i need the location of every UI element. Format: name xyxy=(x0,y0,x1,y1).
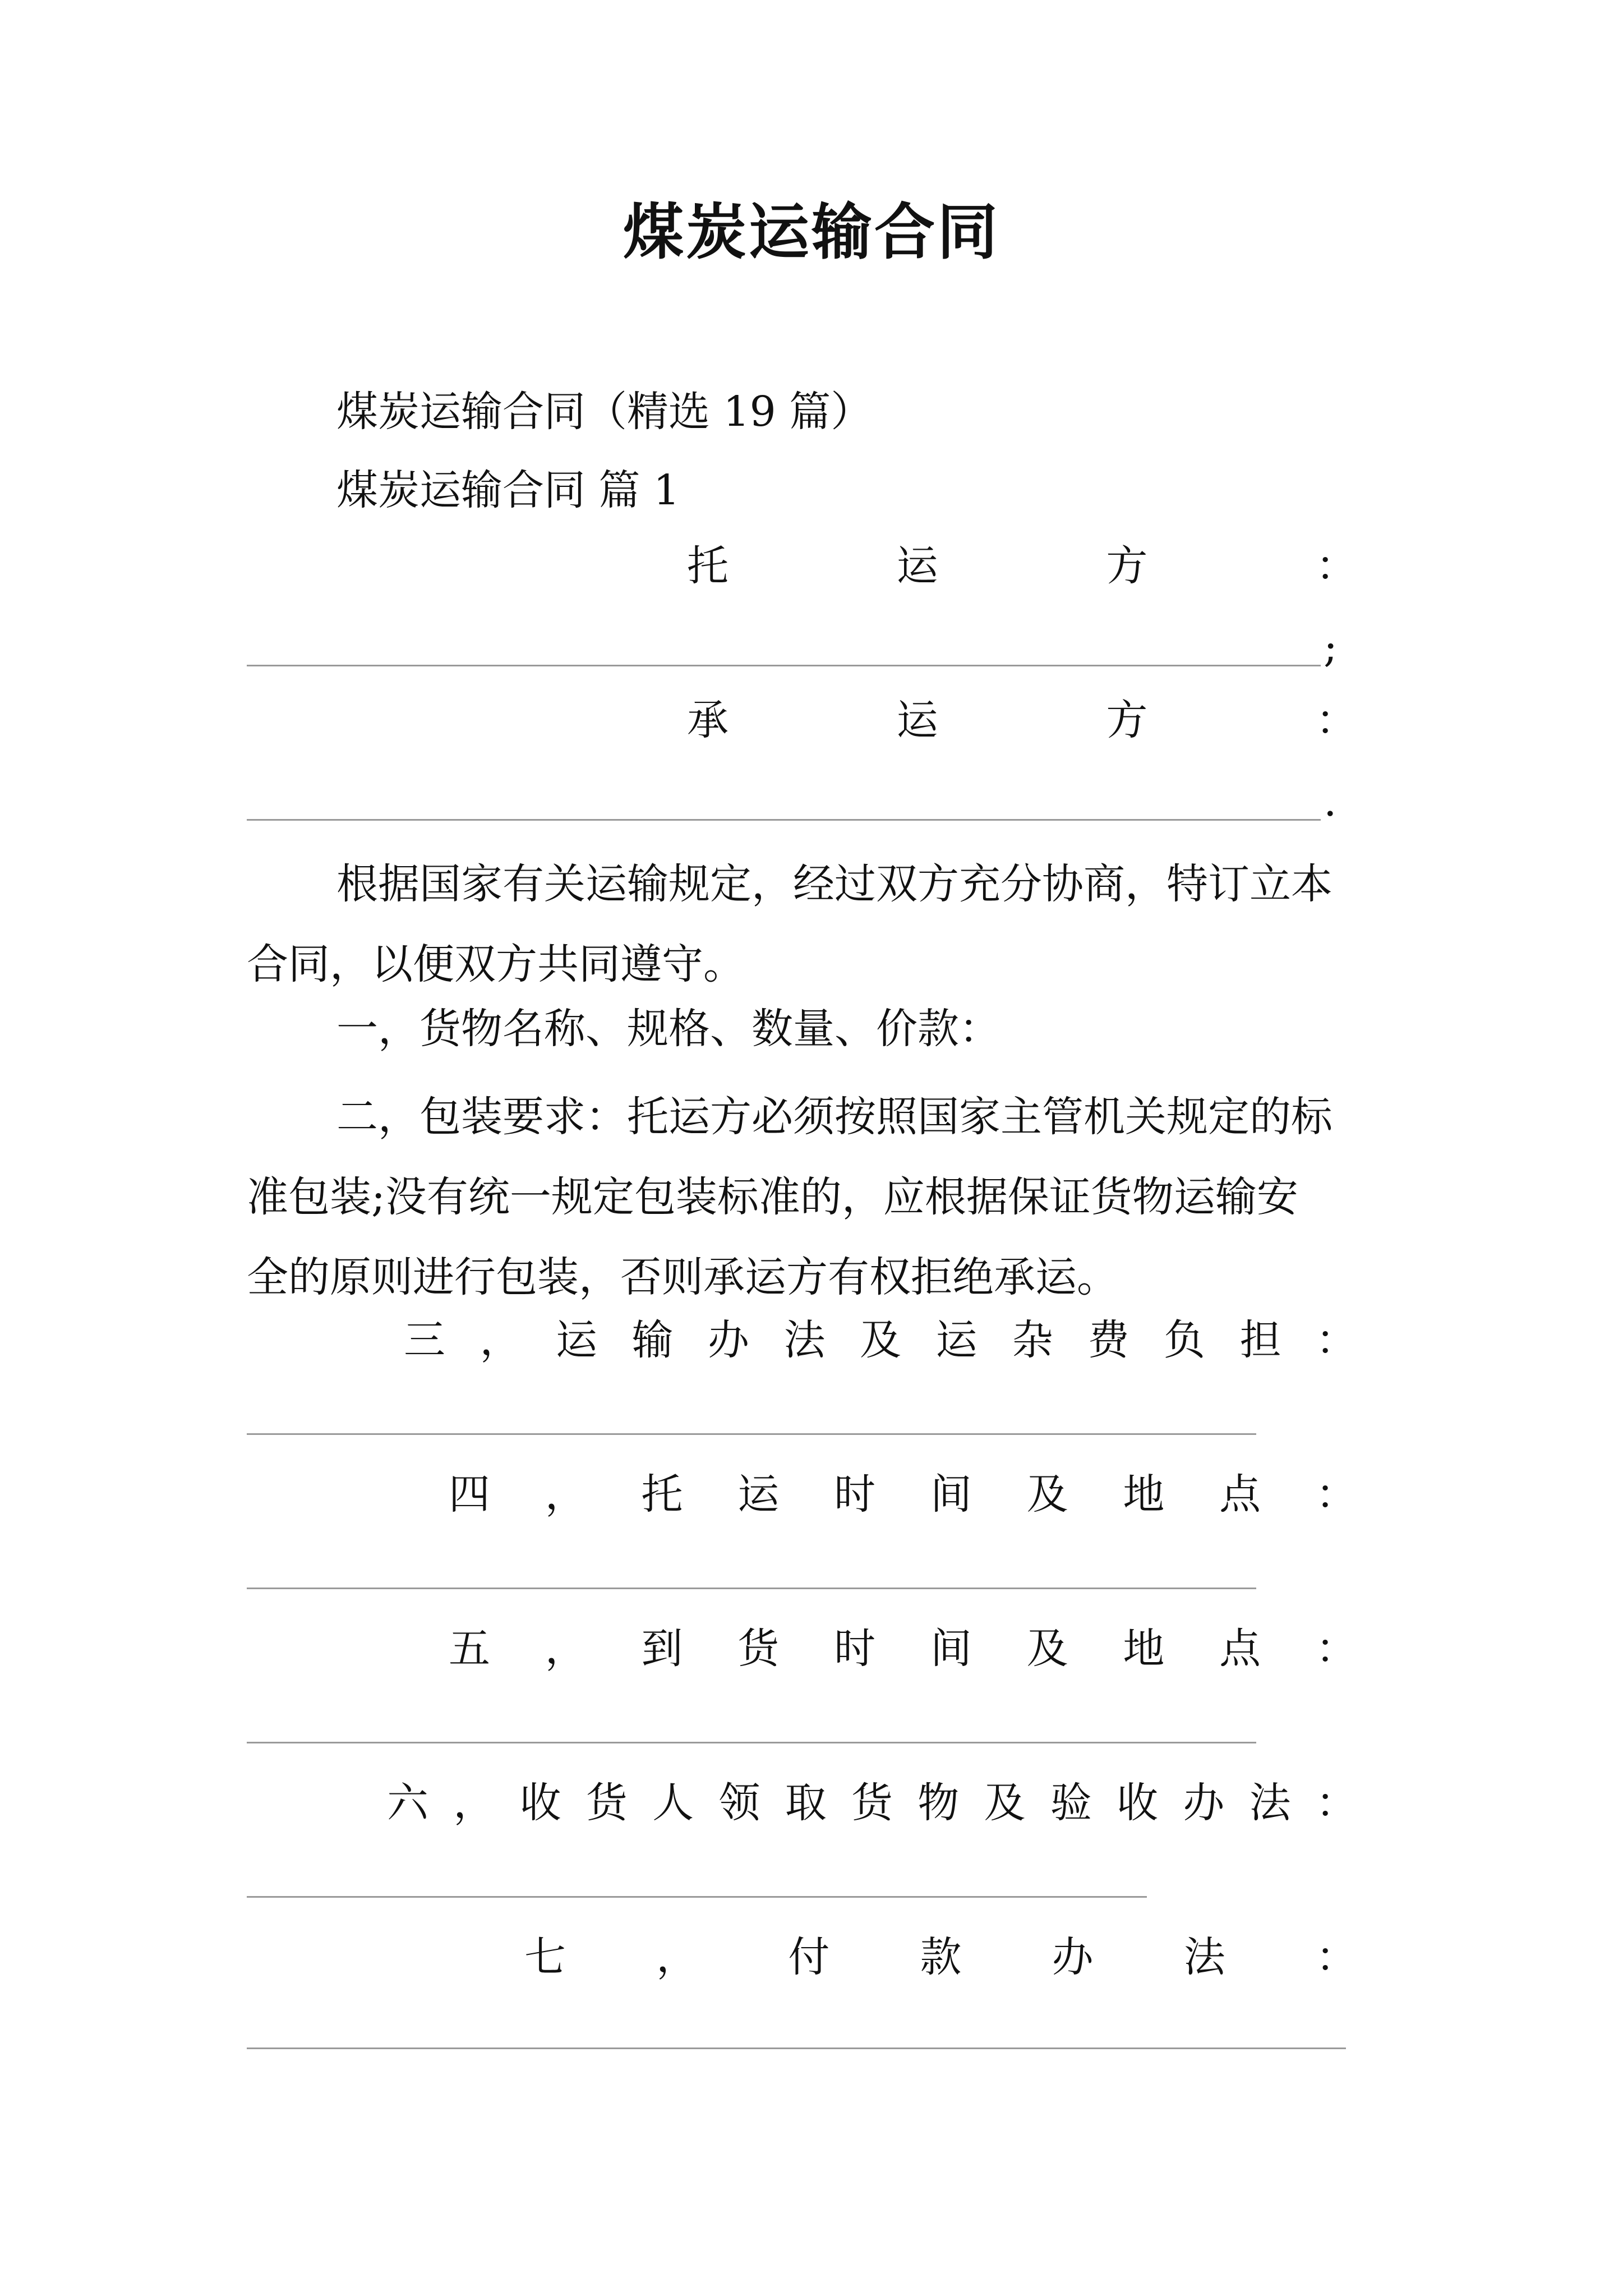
clause4-char: 四 xyxy=(449,1470,490,1519)
clause-transport-method xyxy=(404,1315,1357,1365)
intro-paragraph xyxy=(247,844,1391,1005)
clause4-char: ： xyxy=(1315,1470,1357,1519)
carrier-label xyxy=(687,696,1357,746)
clause6-char: ： xyxy=(1315,1779,1357,1827)
clause6-char: 取 xyxy=(785,1779,827,1827)
carrier-char: 方 xyxy=(1106,696,1148,744)
clause-receipt-inspection xyxy=(387,1778,1357,1828)
clause7-char: ： xyxy=(1315,1933,1357,1981)
clause-pickup-time-place xyxy=(449,1470,1357,1520)
clause6-char: 收 xyxy=(1117,1779,1159,1827)
clause6-char: 人 xyxy=(652,1779,694,1827)
intro-line: 合同，以便双方共同遵守。 xyxy=(247,940,745,988)
carrier-char: 运 xyxy=(896,696,938,744)
clause6-blank-line xyxy=(247,1896,1147,1898)
clause6-char: 领 xyxy=(718,1779,760,1827)
section-heading: 煤炭运输合同 篇 1 xyxy=(336,466,680,514)
clause6-char: 货 xyxy=(851,1779,893,1827)
clause6-char: 物 xyxy=(917,1779,960,1827)
clause7-char: 七 xyxy=(524,1933,566,1981)
clause6-char: 法 xyxy=(1249,1779,1291,1827)
clause-packaging-line: 二，包装要求：托运方必须按照国家主管机关规定的标 xyxy=(336,1093,1332,1141)
clause6-char: ， xyxy=(453,1779,495,1827)
clause3-char: 担 xyxy=(1239,1316,1281,1364)
clause7-char: ， xyxy=(656,1933,698,1981)
clause-packaging-line: 准包装;没有统一规定包装标准的，应根据保证货物运输安 xyxy=(247,1173,1298,1221)
clause-delivery-time-place xyxy=(449,1624,1357,1674)
clause4-char: 时 xyxy=(834,1470,876,1519)
shipper-label xyxy=(687,541,1357,591)
clause5-char: ： xyxy=(1315,1625,1357,1673)
clause6-char: 货 xyxy=(585,1779,628,1827)
clause7-char: 款 xyxy=(920,1933,962,1981)
clause4-char: 地 xyxy=(1123,1470,1165,1519)
clause6-char: 办 xyxy=(1183,1779,1225,1827)
clause3-char: ， xyxy=(479,1316,522,1364)
shipper-char: 方 xyxy=(1106,542,1148,590)
clause6-char: 及 xyxy=(984,1779,1026,1827)
carrier-end-mark: . xyxy=(1324,777,1337,826)
carrier-char: ： xyxy=(1315,696,1357,744)
clause5-char: 地 xyxy=(1123,1625,1165,1673)
clause5-char: 时 xyxy=(834,1625,876,1673)
clause5-char: 到 xyxy=(641,1625,683,1673)
clause5-char: 间 xyxy=(930,1625,972,1673)
clause4-char: ， xyxy=(545,1470,587,1519)
clause6-char: 验 xyxy=(1050,1779,1092,1827)
clause4-blank-line xyxy=(247,1588,1256,1589)
clause7-char: 法 xyxy=(1183,1933,1225,1981)
clause4-char: 托 xyxy=(641,1470,683,1519)
clause7-blank-line xyxy=(247,2047,1346,2049)
clause3-char: 法 xyxy=(783,1316,826,1364)
clause5-char: 及 xyxy=(1026,1625,1068,1673)
clause-goods: 一，货物名称、规格、数量、价款： xyxy=(336,1005,1000,1053)
shipper-end-mark: ; xyxy=(1324,623,1338,671)
shipper-char: 托 xyxy=(687,542,728,590)
document-subtitle: 煤炭运输合同（精选 19 篇） xyxy=(336,388,873,436)
clause3-char: 三 xyxy=(404,1316,445,1364)
document-title: 煤炭运输合同 xyxy=(623,197,1000,268)
shipper-char: ： xyxy=(1315,542,1357,590)
clause4-char: 及 xyxy=(1026,1470,1068,1519)
clause5-char: 点 xyxy=(1219,1625,1261,1673)
clause-packaging xyxy=(247,1077,1391,1318)
clause4-char: 运 xyxy=(737,1470,780,1519)
clause5-char: ， xyxy=(545,1625,587,1673)
clause5-blank-line xyxy=(247,1742,1256,1743)
clause4-char: 间 xyxy=(930,1470,972,1519)
clause3-char: 运 xyxy=(556,1316,597,1364)
clause-payment-method xyxy=(524,1932,1357,1982)
clause3-char: 输 xyxy=(631,1316,674,1364)
clause3-char: 杂 xyxy=(1012,1316,1053,1364)
intro-line: 根据国家有关运输规定，经过双方充分协商，特订立本 xyxy=(336,860,1332,908)
carrier-char: 承 xyxy=(687,696,728,744)
clause3-char: 费 xyxy=(1087,1316,1129,1364)
clause3-char: ： xyxy=(1316,1316,1357,1364)
clause7-char: 付 xyxy=(788,1933,830,1981)
clause3-blank-line xyxy=(247,1433,1256,1435)
carrier-blank-line xyxy=(247,819,1321,821)
clause6-char: 六 xyxy=(387,1779,428,1827)
clause3-char: 运 xyxy=(935,1316,978,1364)
clause5-char: 货 xyxy=(737,1625,780,1673)
clause3-char: 负 xyxy=(1164,1316,1205,1364)
clause3-char: 及 xyxy=(860,1316,901,1364)
shipper-blank-line xyxy=(247,665,1321,666)
clause4-char: 点 xyxy=(1219,1470,1261,1519)
clause6-char: 收 xyxy=(519,1779,561,1827)
shipper-char: 运 xyxy=(896,542,938,590)
clause5-char: 五 xyxy=(449,1625,490,1673)
clause-packaging-line: 全的原则进行包装，否则承运方有权拒绝承运。 xyxy=(247,1253,1118,1301)
clause7-char: 办 xyxy=(1052,1933,1094,1981)
clause3-char: 办 xyxy=(708,1316,749,1364)
